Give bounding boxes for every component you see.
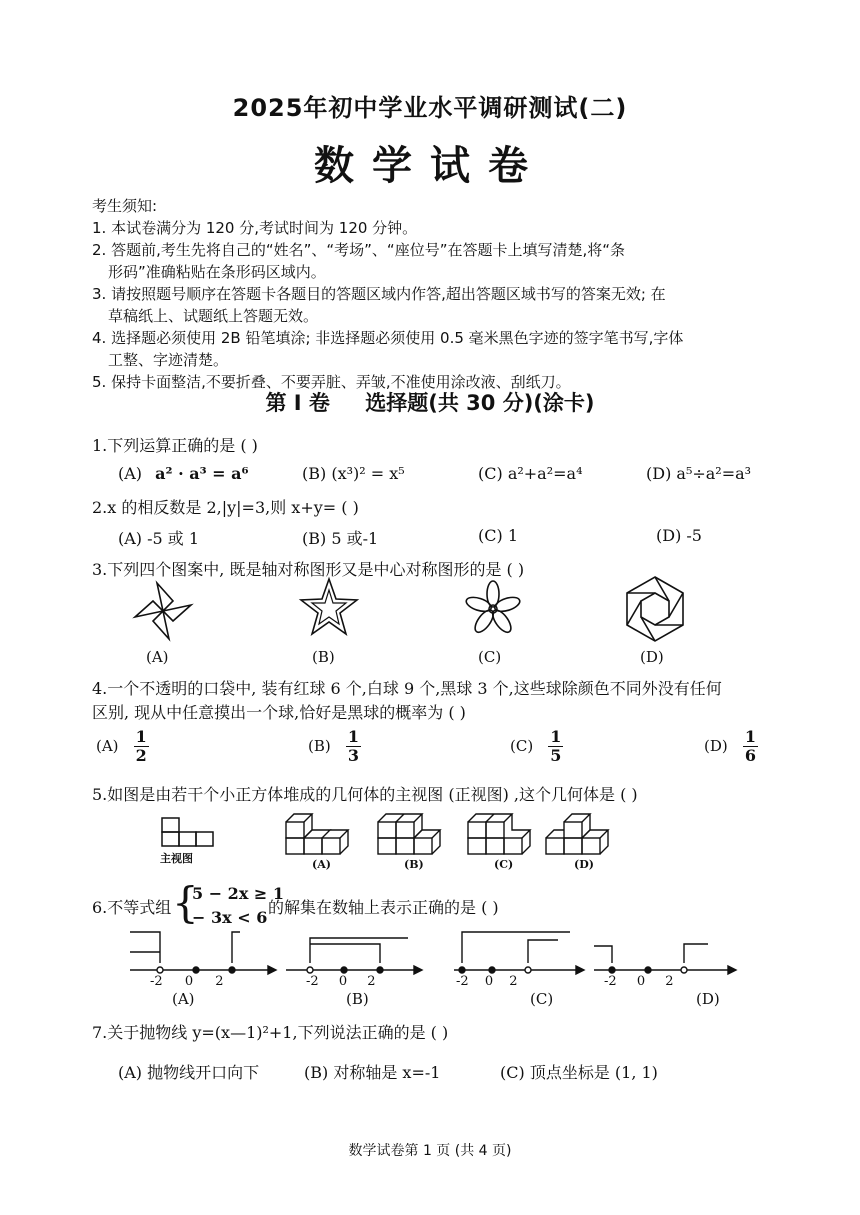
cube-solid-c (468, 814, 530, 854)
number-line-c-ticks: -2 0 2 (456, 974, 518, 989)
star-figure-b (296, 576, 362, 642)
notice-item: 5. 保持卡面整洁,不要折叠、不要弄脏、弄皱,不准使用涂改液、刮纸刀。 (92, 373, 571, 391)
q3-label-a: (A) (146, 648, 169, 666)
notice-item: 草稿纸上、试题纸上答题无效。 (108, 307, 319, 325)
q3-label-d: (D) (640, 648, 664, 666)
front-view-label: 主视图 (160, 852, 193, 865)
q1-option-a: (A) a² · a³ = a⁶ (118, 464, 249, 483)
q1-option-d: (D) a⁵÷a²=a³ (646, 464, 752, 483)
q5-label-d: (D) (574, 858, 594, 871)
notice-item: 1. 本试卷满分为 120 分,考试时间为 120 分钟。 (92, 219, 418, 237)
notice-block (92, 195, 792, 393)
q7-option-a: (A) 抛物线开口向下 (118, 1063, 260, 1082)
q6-suffix: 的解集在数轴上表示正确的是 ( ) (268, 898, 499, 917)
number-line-a (130, 932, 276, 974)
q1-stem: 1.下列运算正确的是 ( ) (92, 436, 258, 455)
notice-item: 2. 答题前,考生先将自己的“姓名”、“考场”、“座位号”在答题卡上填写清楚,将“条 (92, 241, 626, 259)
q3-stem: 3.下列四个图案中, 既是轴对称图形又是中心对称图形的是 ( ) (92, 560, 525, 579)
q6-label-d: (D) (696, 990, 720, 1008)
q4-option-d: (D) $\frac{1}{6}$ (704, 727, 756, 765)
exam-title: 2025年初中学业水平调研测试(二) (232, 94, 628, 122)
q3-label-b: (B) (312, 648, 335, 666)
notice-heading: 考生须知: (92, 197, 158, 215)
front-view-figure (158, 814, 218, 850)
page-footer: 数学试卷第 1 页 (共 4 页) (348, 1143, 512, 1159)
q4-option-c-fraction: $\frac{1}{5}$ (550, 727, 562, 765)
notice-item: 形码”准确粘贴在条形码区域内。 (108, 263, 326, 281)
q4-stem-line2: 区别, 现从中任意摸出一个球,恰好是黑球的概率为 ( ) (92, 703, 466, 722)
number-line-b (286, 938, 422, 974)
exam-subtitle: 数学试卷 (314, 143, 546, 189)
q5-label-a: (A) (312, 858, 331, 871)
flower-figure-c (460, 576, 526, 642)
notice-item: 4. 选择题必须使用 2B 铅笔填涂; 非选择题必须使用 0.5 毫米黑色字迹的签字笔书写,字体 (92, 329, 684, 347)
q4-option-a: (A) $\frac{1}{2}$ (96, 727, 147, 765)
q4-option-b-fraction: $\frac{1}{3}$ (347, 727, 359, 765)
system-brace: { (172, 878, 199, 927)
inequality-2: − 3x < 6 (192, 908, 268, 927)
section-part: 第 I 卷 (265, 391, 330, 415)
number-line-a-ticks: -2 0 2 (150, 974, 224, 989)
q4-stem-line1: 4.一个不透明的口袋中, 装有红球 6 个,白球 9 个,黑球 3 个,这些球除颜色不同外没有任何 (92, 679, 722, 698)
number-line-b-ticks: -2 0 2 (306, 974, 376, 989)
q6-label-c: (C) (530, 990, 554, 1008)
q6-label-a: (A) (172, 990, 195, 1008)
cube-solid-b (378, 814, 440, 854)
notice-item: 3. 请按照题号顺序在答题卡各题目的答题区域内作答,超出答题区域书写的答案无效; 在 (92, 285, 666, 303)
pinwheel-figure-a (130, 578, 196, 644)
q6-label-b: (B) (346, 990, 369, 1008)
cube-solid-d (546, 814, 608, 854)
number-line-d-ticks: -2 0 2 (604, 974, 674, 989)
number-line-c (454, 932, 584, 974)
number-line-d (594, 944, 736, 974)
q4-option-d-fraction: $\frac{1}{6}$ (744, 727, 756, 765)
q6-prefix: 6.不等式组 (92, 898, 172, 917)
q5-label-b: (B) (404, 858, 424, 871)
q1-option-b: (B) (x³)² = x⁵ (302, 464, 405, 483)
q7-option-b: (B) 对称轴是 x=-1 (304, 1063, 441, 1082)
inequality-1: 5 − 2x ≥ 1 (192, 884, 285, 903)
q2-stem: 2.x 的相反数是 2,|y|=3,则 x+y= ( ) (92, 498, 359, 517)
section-heading (0, 387, 860, 417)
cube-solid-a (286, 814, 348, 854)
q3-label-c: (C) (478, 648, 502, 666)
q2-option-b: (B) 5 或-1 (302, 529, 379, 548)
q5-label-c: (C) (494, 858, 514, 871)
cube-solids-figures (282, 806, 782, 858)
q7-option-c: (C) 顶点坐标是 (1, 1) (500, 1063, 658, 1082)
q2-option-c: (C) 1 (478, 526, 518, 545)
notice-item: 工整、字迹清楚。 (108, 351, 229, 369)
q4-option-c: (C) $\frac{1}{5}$ (510, 727, 562, 765)
hexagon-figure-d (620, 574, 690, 644)
q4-option-a-fraction: $\frac{1}{2}$ (135, 727, 147, 765)
q4-option-b: (B) $\frac{1}{3}$ (308, 727, 359, 765)
q1-option-a-expr: a² · a³ = a⁶ (155, 464, 249, 483)
q2-option-d: (D) -5 (656, 526, 702, 545)
q1-option-c: (C) a²+a²=a⁴ (478, 464, 583, 483)
q5-stem: 5.如图是由若干个小正方体堆成的几何体的主视图 (正视图) ,这个几何体是 ( ) (92, 785, 638, 804)
section-title: 选择题(共 30 分)(涂卡) (365, 391, 595, 415)
q2-option-a: (A) -5 或 1 (118, 529, 200, 548)
q7-stem: 7.关于抛物线 y=(x—1)²+1,下列说法正确的是 ( ) (92, 1023, 449, 1042)
